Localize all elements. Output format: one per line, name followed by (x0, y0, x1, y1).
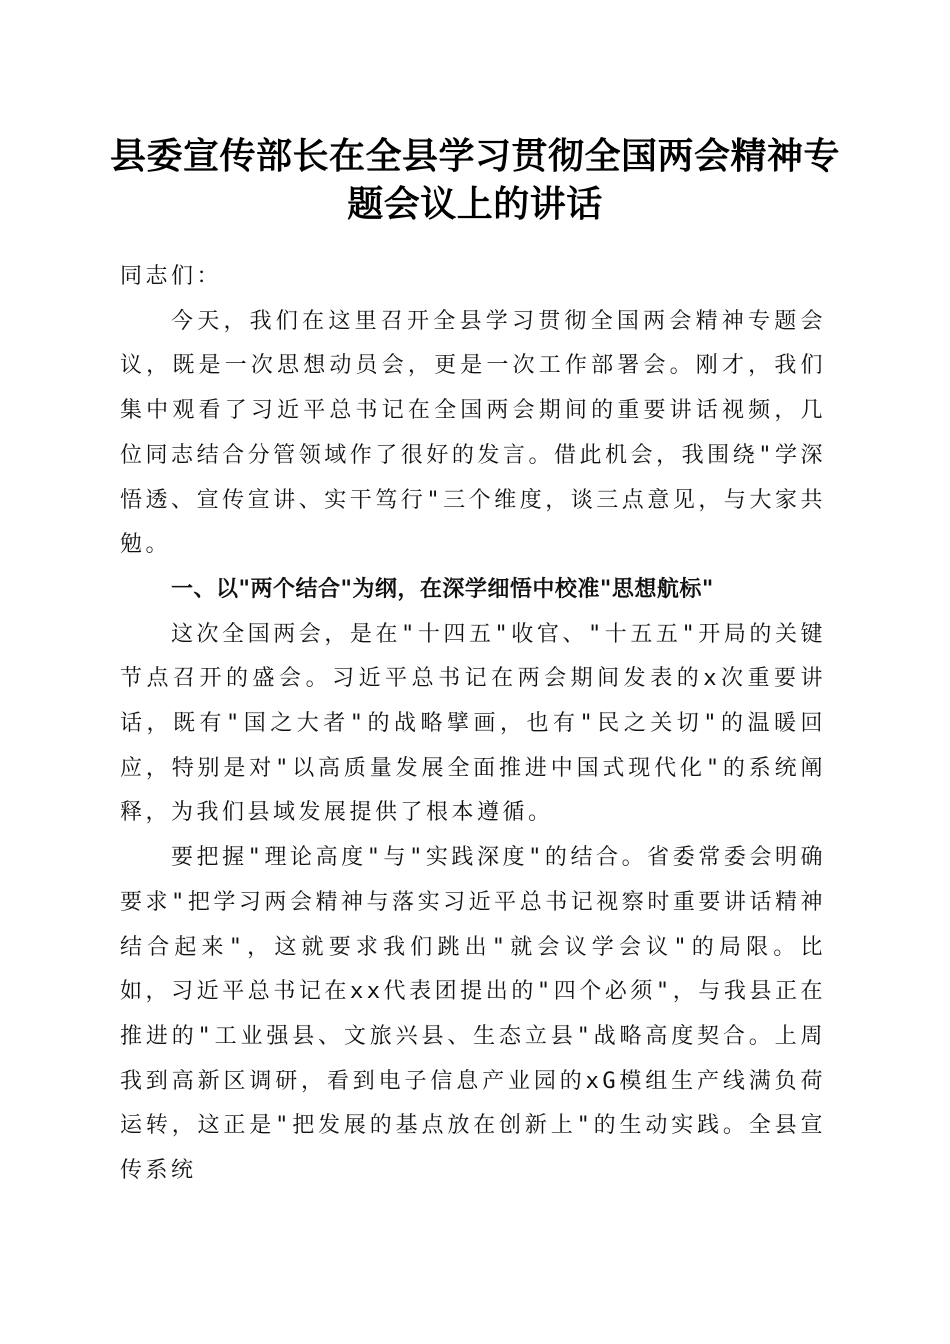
section-heading-1: 一、以"两个结合"为纲，在深学细悟中校准"思想航标" (171, 576, 714, 602)
document-body (120, 255, 826, 1194)
paragraph-section1-2: 要把握"理论高度"与"实践深度"的结合。省委常委会明确要求"把学习两会精神与落实习近平总书记视察时重要讲话精神结合起来"，这就要求我们跳出"就会议学会议"的局限。比如，习近平总书记在xx代表团提出的"四个必须"，与我县正在推进的"工业强县、文旅兴县、生态立县"战略高度契合。上周我到高新区调研，看到电子信息产业园的xG模组生产线满负荷运转，这正是"把发展的基点放在创新上"的生动实践。全县宣传系统 (120, 845, 826, 1184)
document-title: 县委宣传部长在全县学习贯彻全国两会精神专题会议上的讲话 (110, 135, 841, 225)
paragraph-section1-1: 这次全国两会，是在"十四五"收官、"十五五"开局的关键节点召开的盛会。习近平总书记在两会期间发表的x次重要讲话，既有"国之大者"的战略擘画，也有"民之关切"的温暖回应，特别是对"以高质量发展全面推进中国式现代化"的系统阐释，为我们县域发展提供了根本遵循。 (120, 621, 826, 826)
paragraph-opening: 今天，我们在这里召开全县学习贯彻全国两会精神专题会议，既是一次思想动员会，更是一次工作部署会。刚才，我们集中观看了习近平总书记在全国两会期间的重要讲话视频，几位同志结合分管领域作了很好的发言。借此机会，我围绕"学深悟透、宣传宣讲、实干笃行"三个维度，谈三点意见，与大家共勉。 (120, 308, 826, 558)
salutation: 同志们： (120, 264, 223, 289)
